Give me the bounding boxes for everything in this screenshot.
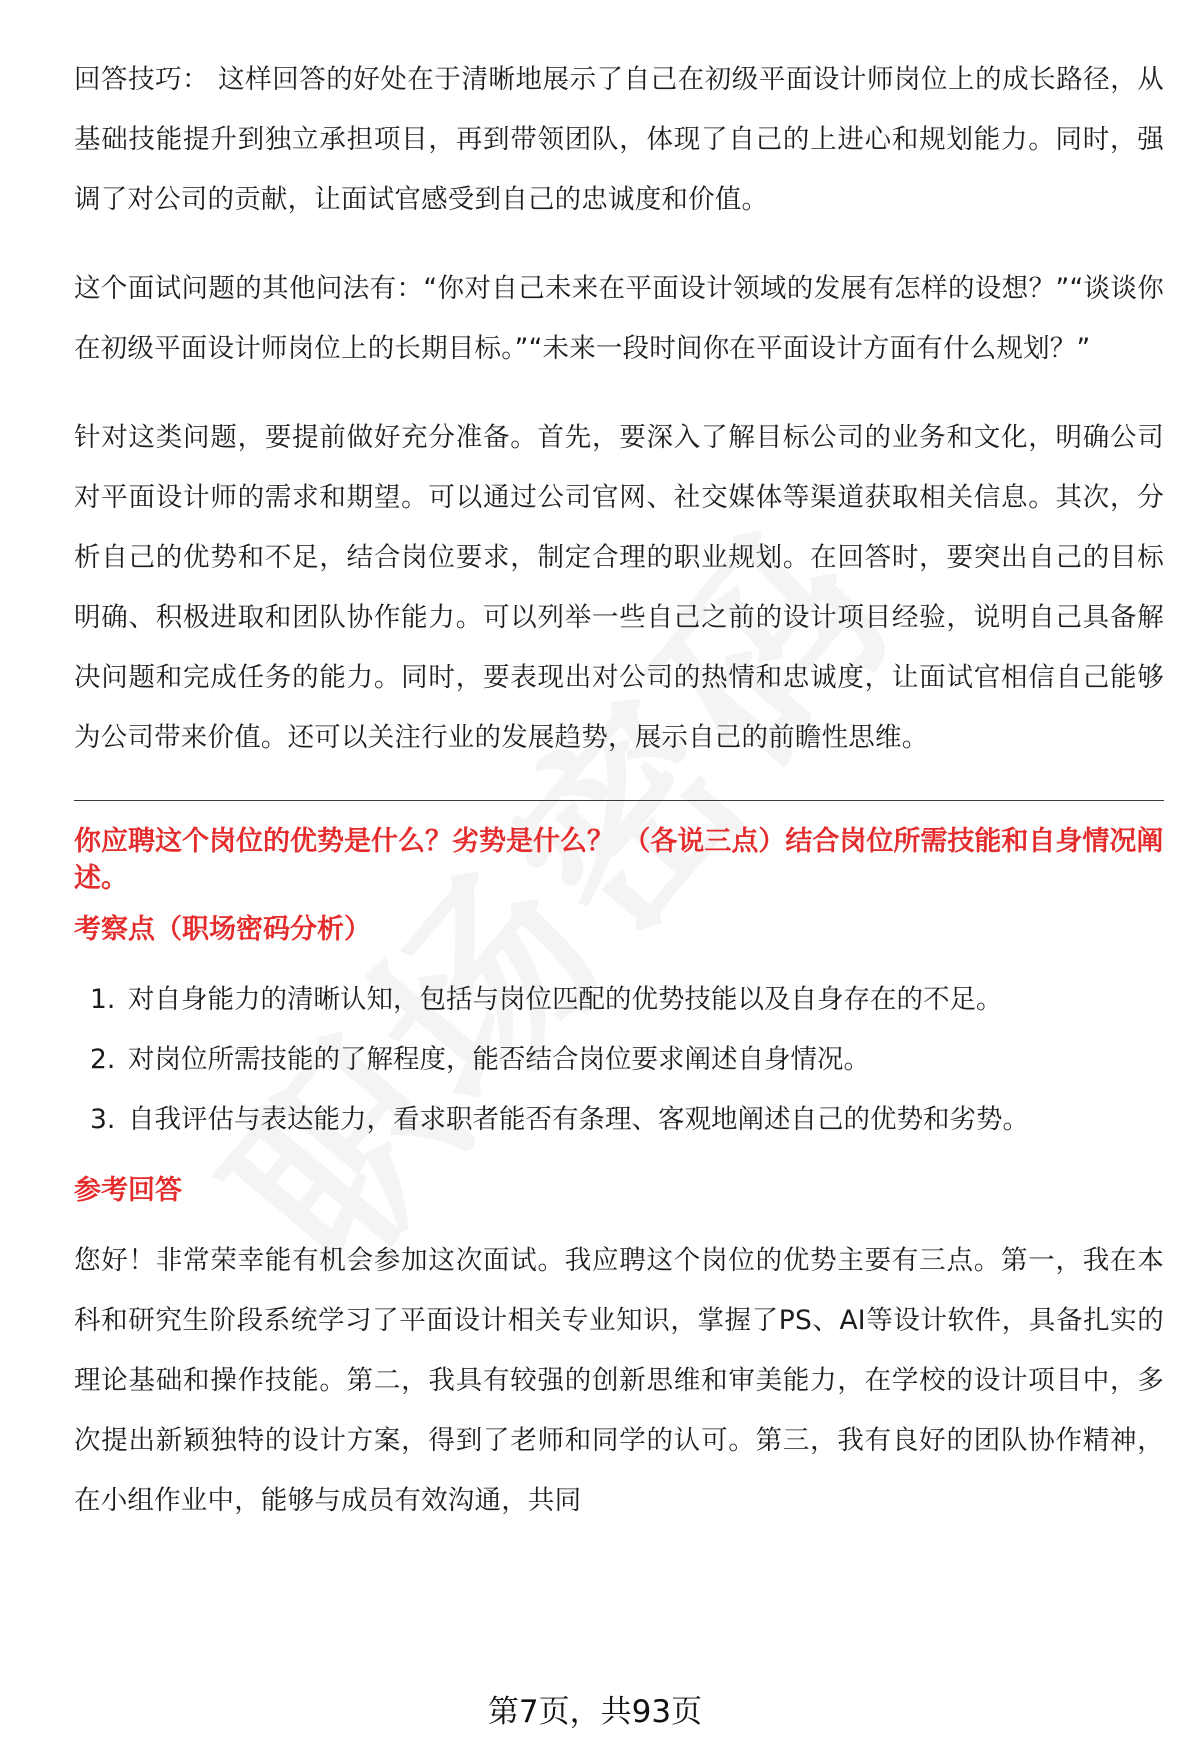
list-item-text: 自我评估与表达能力，看求职者能否有条理、客观地阐述自己的优势和劣势。 [128, 1104, 1029, 1135]
list-item-number: 1. [90, 984, 116, 1015]
list-item [74, 970, 1164, 1030]
page-content [74, 50, 1164, 1531]
list-item-number: 3. [90, 1104, 116, 1135]
list-item [74, 1090, 1164, 1150]
list-item-text: 对岗位所需技能的了解程度，能否结合岗位要求阐述自身情况。 [128, 1044, 870, 1075]
focus-heading: 考察点（职场密码分析） [74, 914, 371, 945]
answer-heading: 参考回答 [74, 1175, 182, 1206]
list-item-text: 对自身能力的清晰认知，包括与岗位匹配的优势技能以及自身存在的不足。 [128, 984, 1003, 1015]
question-title: 你应聘这个岗位的优势是什么？劣势是什么？ （各说三点）结合岗位所需技能和自身情况阐述。 [74, 826, 1164, 894]
list-item-number: 2. [90, 1044, 116, 1075]
list-item [74, 1030, 1164, 1090]
focus-points-list [74, 970, 1164, 1150]
alternative-questions-paragraph: 这个面试问题的其他问法有：“你对自己未来在平面设计领域的发展有怎样的设想？”“谈谈你在初级平面设计师岗位上的长期目标。”“未来一段时间你在平面设计方面有什么规划？” [74, 273, 1164, 364]
page-number: 第7页，共93页 [487, 1694, 703, 1730]
reference-answer-paragraph: 您好！非常荣幸能有机会参加这次面试。我应聘这个岗位的优势主要有三点。第一，我在本科和研究生阶段系统学习了平面设计相关专业知识，掌握了PS、AI等设计软件，具备扎实的理论基础和操作技能。第二，我具有较强的创新思维和审美能力，在学校的设计项目中，多次提出新颖独特的设计方案，得到了老师和同学的认可。第三，我有良好的团队协作精神，在小组作业中，能够与成员有效沟通，共同 [74, 1245, 1164, 1516]
answer-tips-paragraph: 回答技巧： 这样回答的好处在于清晰地展示了自己在初级平面设计师岗位上的成长路径，从基础技能提升到独立承担项目，再到带领团队，体现了自己的上进心和规划能力。同时，强调了对公司的贡献，让面试官感受到自己的忠诚度和价值。 [74, 64, 1164, 215]
preparation-advice-paragraph: 针对这类问题，要提前做好充分准备。首先，要深入了解目标公司的业务和文化，明确公司对平面设计师的需求和期望。可以通过公司官网、社交媒体等渠道获取相关信息。其次，分析自己的优势和不足，结合岗位要求，制定合理的职业规划。在回答时，要突出自己的目标明确、积极进取和团队协作能力。可以列举一些自己之前的设计项目经验，说明自己具备解决问题和完成任务的能力。同时，要表现出对公司的热情和忠诚度，让面试官相信自己能够为公司带来价值。还可以关注行业的发展趋势，展示自己的前瞻性思维。 [74, 422, 1164, 753]
